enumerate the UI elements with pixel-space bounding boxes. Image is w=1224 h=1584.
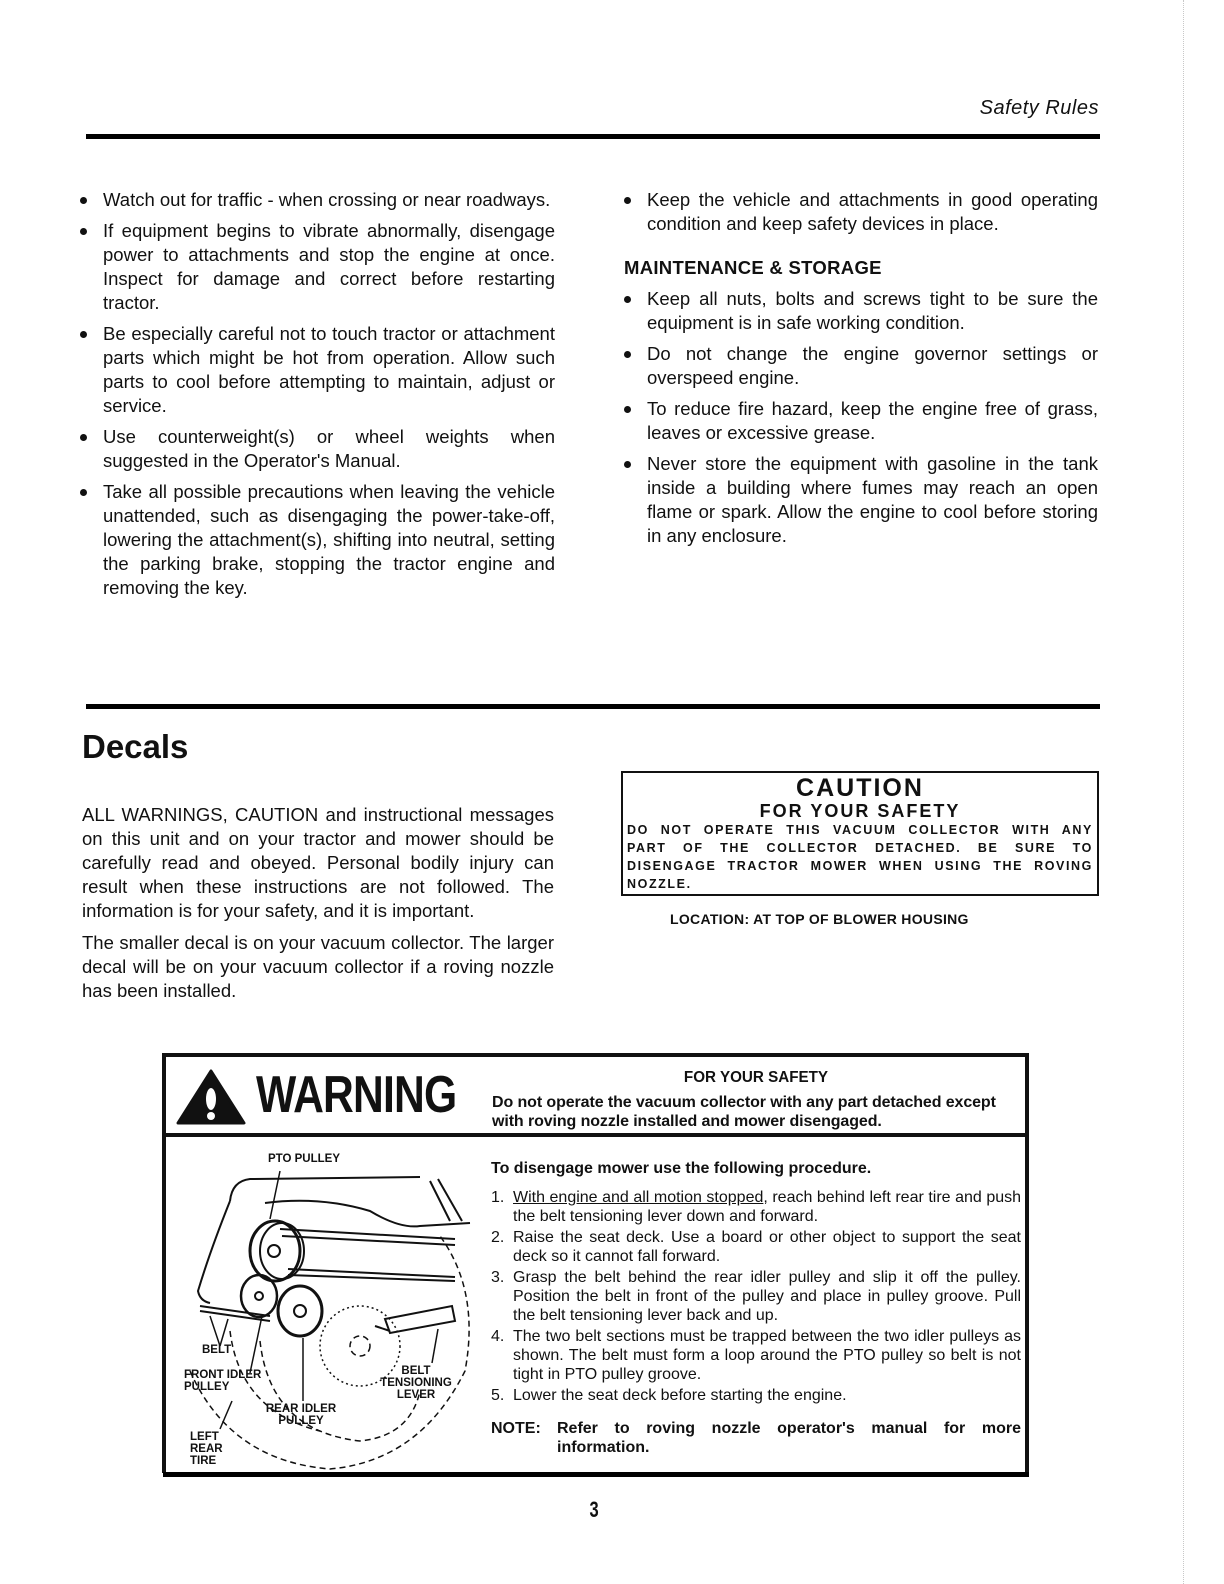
caution-subtitle: FOR YOUR SAFETY — [759, 801, 961, 821]
bullet-icon — [624, 296, 631, 303]
section-rule — [86, 704, 1100, 709]
procedure-title: To disengage mower use the following procedure. — [491, 1160, 872, 1177]
warning-safety-heading: FOR YOUR SAFETY — [683, 1069, 829, 1086]
bullet-icon — [624, 461, 631, 468]
warning-header — [166, 1057, 1025, 1137]
bullet-icon — [80, 489, 87, 496]
bullet-item: Use counterweight(s) or wheel weights when suggested in the Operator's Manual. — [80, 425, 555, 473]
decals-paragraph: ALL WARNINGS, CAUTION and instructional messages on this unit and on your tractor and mower should be carefully read and obeyed. Personal bodily injury can result when these instructions are not followed. The information is for your safety, and it is important. — [82, 804, 554, 921]
bullet-icon — [80, 434, 87, 441]
procedure-step: 5. Lower the seat deck before starting the engine. — [491, 1387, 847, 1404]
bullet-item: Never store the equipment with gasoline in the tank inside a building where fumes may reach an open flame or spark. Allow the engine to cool before storing in any enclosure. — [624, 452, 1098, 548]
bullet-item: Keep all nuts, bolts and screws tight to be sure the equipment is in safe working condition. — [624, 287, 1098, 335]
page-number: 3 — [589, 1497, 599, 1522]
bullet-item: If equipment begins to vibrate abnormally, disengage power to attachments and stop the engine at once. Inspect for damage and correct before restarting tractor. — [80, 219, 555, 315]
bullet-icon — [80, 228, 87, 235]
caution-title: CAUTION — [796, 774, 924, 802]
diagram-label-belt-tensioning-lever: BELT TENSIONING LEVER — [380, 1365, 452, 1401]
warning-decal — [162, 1053, 1029, 1473]
diagram-label-belt: BELT — [202, 1344, 232, 1356]
header-rule — [86, 134, 1100, 139]
page-edge — [1183, 0, 1185, 1584]
warning-title: WARNING — [256, 1066, 457, 1124]
bullet-icon — [624, 406, 631, 413]
bullet-icon — [80, 197, 87, 204]
bullet-item: Watch out for traffic - when crossing or near roadways. — [80, 188, 555, 212]
decals-heading: Decals — [82, 728, 189, 765]
decals-paragraph: The smaller decal is on your vacuum collector. The larger decal will be on your vacuum collector if a roving nozzle has been installed. — [82, 932, 554, 1001]
safety-rules-left-column — [80, 188, 555, 607]
procedure-note — [491, 1419, 1021, 1457]
bullet-item: Do not change the engine governor settings or overspeed engine. — [624, 342, 1098, 390]
warning-message: Do not operate the vacuum collector with any part detached except with roving nozzle installed and mower disengaged. — [492, 1094, 996, 1130]
bullet-item: To reduce fire hazard, keep the engine free of grass, leaves or excessive grease. — [624, 397, 1098, 445]
safety-rules-right-column — [624, 188, 1098, 555]
diagram-label-pto-pulley: PTO PULLEY — [268, 1153, 340, 1165]
bullet-item: Be especially careful not to touch tractor or attachment parts which might be hot from operation. Allow such parts to cool before attempting to maintain, adjust or service. — [80, 322, 555, 418]
caution-body: DO NOT OPERATE THIS VACUUM COLLECTOR WITH ANY PART OF THE COLLECTOR DETACHED. BE SURE TO DISENGAGE TRACTOR MOWER WHEN USING THE ROVING NOZZLE. — [627, 823, 1093, 891]
running-head: Safety Rules — [979, 97, 1099, 119]
note-label: NOTE: — [491, 1420, 541, 1437]
underlined-text: With engine and all motion stopped — [513, 1189, 764, 1206]
bullet-icon — [80, 331, 87, 338]
caution-location: LOCATION: AT TOP OF BLOWER HOUSING — [670, 911, 969, 927]
note-text: Refer to roving nozzle operator's manual for more information. — [557, 1420, 1021, 1456]
bullet-icon — [624, 351, 631, 358]
warning-decal-bottom-border — [163, 1472, 1029, 1477]
disengage-procedure — [491, 1159, 1021, 1457]
bullet-item: Take all possible precautions when leaving the vehicle unattended, such as disengaging the power-take-off, lowering the attachment(s), shifting into neutral, setting the parking brake, stopping the tractor engine and removing the key. — [80, 480, 555, 600]
decals-description — [82, 803, 554, 1011]
bullet-icon — [624, 197, 631, 204]
maintenance-heading: MAINTENANCE & STORAGE — [624, 257, 882, 278]
belt-diagram — [170, 1141, 482, 1473]
diagram-label-left-rear-tire: LEFT REAR TIRE — [190, 1431, 223, 1467]
procedure-step: 4. The two belt sections must be trapped between the two idler pulleys as shown. The belt must form a loop around the PTO pulley so belt is not tight in PTO pulley groove. — [491, 1328, 1021, 1383]
caution-decal — [621, 771, 1099, 896]
diagram-label-front-idler-pulley: FRONT IDLER PULLEY — [184, 1369, 262, 1393]
warning-triangle-icon — [176, 1069, 246, 1125]
procedure-step: 2. Raise the seat deck. Use a board or other object to support the seat deck so it cannot fall forward. — [491, 1229, 1021, 1265]
procedure-step: 1. With engine and all motion stopped, reach behind left rear tire and push the belt tensioning lever down and forward. — [491, 1189, 1022, 1225]
bullet-item: Keep the vehicle and attachments in good operating condition and keep safety devices in place. — [624, 188, 1098, 236]
diagram-label-rear-idler-pulley: REAR IDLER PULLEY — [265, 1403, 337, 1427]
procedure-step: 3. Grasp the belt behind the rear idler pulley and slip it off the pulley. Position the belt in front of the pulley and place in pulley groove. Pull the belt tensioning lever back and up. — [491, 1269, 1021, 1324]
